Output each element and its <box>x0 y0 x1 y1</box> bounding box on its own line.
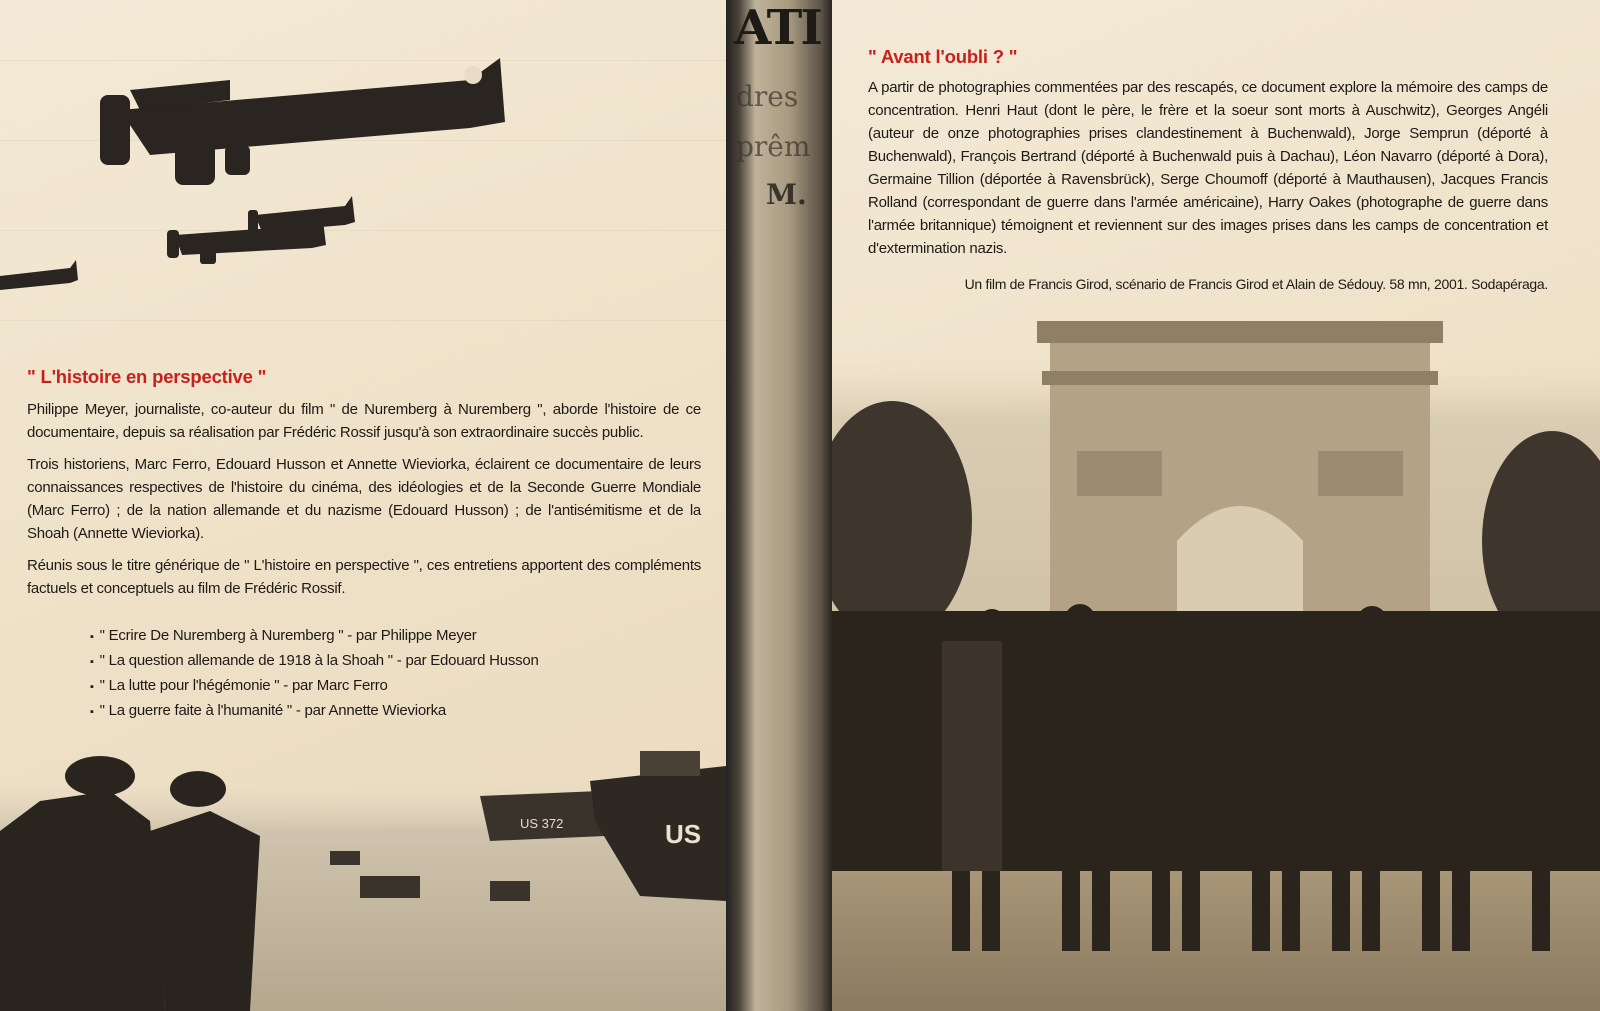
aircraft-large <box>100 58 505 185</box>
newspaper-masthead: ATI <box>734 0 821 56</box>
newspaper-fragment: dres <box>736 80 799 113</box>
film-credit: Un film de Francis Girod, scénario de Francis Girod et Alain de Sédouy. 58 mn, 2001. Sodapéraga. <box>964 276 1548 292</box>
newspaper-fragment: prêm <box>736 130 811 163</box>
landing-ship-marking-small: US 372 <box>520 816 564 831</box>
interview-list-item: ▪ " Ecrire De Nuremberg à Nuremberg " - par Philippe Meyer <box>90 624 539 649</box>
interview-list-item: ▪ " La guerre faite à l'humanité " - par Annette Wieviorka <box>90 699 539 724</box>
interview-list-item: ▪ " La question allemande de 1918 à la Shoah " - par Edouard Husson <box>90 649 539 674</box>
aircraft-formation-photo <box>0 40 560 350</box>
left-heading: " L'histoire en perspective " <box>27 366 267 387</box>
newspaper-gutter <box>726 0 832 1011</box>
beach-landing-photo <box>0 711 726 1011</box>
right-heading: " Avant l'oubli ? " <box>868 46 1018 67</box>
newspaper-fragment: M. <box>766 178 807 211</box>
right-body <box>868 76 1548 269</box>
left-paragraph-1: Philippe Meyer, journaliste, co-auteur du film " de Nuremberg à Nuremberg ", aborde l'histoire de ce documentaire, depuis sa réalisation par Frédéric Rossif jusqu'à son extraordinaire succès public. <box>27 401 701 441</box>
interview-list <box>90 624 539 724</box>
left-body <box>27 398 701 609</box>
interview-list-item: ▪ " La lutte pour l'hégémonie " - par Marc Ferro <box>90 674 539 699</box>
right-page <box>832 0 1600 1011</box>
right-paragraph: A partir de photographies commentées par des rescapés, ce document explore la mémoire des camps de concentration. Henri Haut (dont le père, le frère et la soeur sont morts à Auschwitz), Georges Angéli (auteur de onze photographies prises clandestinement à Buchenwald), Jorge Semprun (déporté à Buchenwald), François Bertrand (déporté à Buchenwald puis à Dachau), Léon Navarro (déporté à Dora), Germaine Tillion (déportée à Ravensbrück), Serge Choumoff (déporté à Mauthausen), Jacques Francis Rolland (correspondant de guerre dans l'armée américaine), Harry Oakes (photographe de guerre dans l'armée britannique) témoignent et reviennent sur des images prises dans les camps de concentration et d'extermination nazis. <box>868 79 1548 257</box>
left-paragraph-2: Trois historiens, Marc Ferro, Edouard Husson et Annette Wieviorka, éclairent ce documentaire de leurs connaissances respectives de l'histoire du cinéma, des idéologies et de la Seconde Guerre Mondiale (Marc Ferro) ; de la nation allemande et du nazisme (Edouard Husson) ; de l'antisémitisme et de la Shoah (Annette Wieviorka). <box>27 456 701 542</box>
left-paragraph-3: Réunis sous le titre générique de " L'histoire en perspective ", ces entretiens apportent des compléments factuels et conceptuels au film de Frédéric Rossif. <box>27 557 701 597</box>
arc-de-triomphe-photo <box>832 311 1600 1011</box>
aircraft-small <box>0 260 78 290</box>
left-page <box>0 0 726 1011</box>
crowd <box>832 604 1600 911</box>
landing-ship-marking-large: US <box>665 819 702 849</box>
